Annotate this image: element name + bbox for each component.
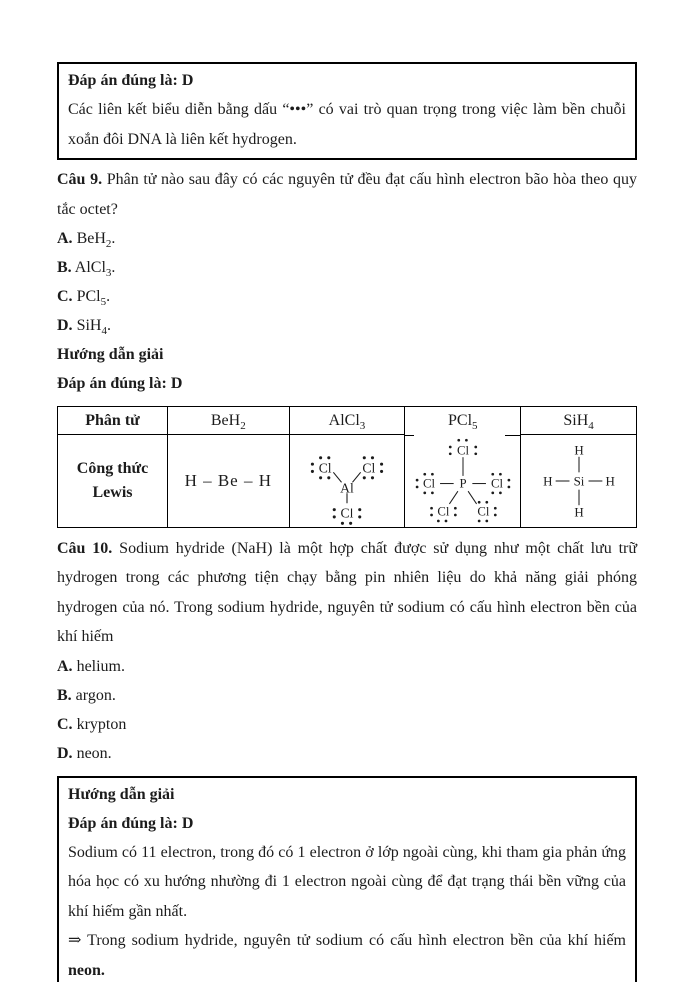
table-row-label: Công thức Lewis xyxy=(58,435,168,528)
atom-label-h: H xyxy=(542,473,553,489)
option-letter: D. xyxy=(57,317,73,334)
atom-label-h: H xyxy=(605,473,615,489)
question-9-option-b xyxy=(57,253,637,282)
answer-label-q9: Đáp án đúng là: D xyxy=(57,375,183,392)
guide-heading: Hướng dẫn giải xyxy=(68,785,175,803)
question-10-option-a xyxy=(57,652,637,681)
pcl5-lewis-cell xyxy=(405,435,521,528)
option-text: neon. xyxy=(76,744,112,762)
pcl5-lewis-structure xyxy=(412,435,514,527)
alcl3-lewis-structure xyxy=(294,435,400,526)
conclusion-emphasis: neon. xyxy=(68,961,105,979)
table-header-beh2: BeH$_2$ xyxy=(168,407,290,435)
question-10 xyxy=(57,534,637,652)
option-letter: C. xyxy=(57,715,73,733)
option-letter: C. xyxy=(57,288,73,305)
question-9-option-d xyxy=(57,311,637,340)
answer-explanation: Sodium có 11 electron, trong đó có 1 electron ở lớp ngoài cùng, khi tham gia phản ứng hóa học có xu hướng nhường đi 1 electron ngoài cùng để đạt trạng thái bền vững của khí hiếm gần nhất. xyxy=(68,843,626,920)
atom-label-cl: Cl xyxy=(340,506,354,522)
option-text: AlCl$_3$. xyxy=(74,259,116,280)
answer-label: Đáp án đúng là: D xyxy=(68,72,194,89)
table-header-molecule: Phân tử xyxy=(58,407,168,435)
table-header-sih4: SiH$_4$ xyxy=(521,407,637,435)
table-header-alcl3: AlCl$_3$ xyxy=(289,407,405,435)
option-text: helium. xyxy=(76,657,125,675)
question-10-option-d xyxy=(57,739,637,768)
question-9-text: Phân tử nào sau đây có các nguyên tử đều đạt cấu hình electron bão hòa theo quy tắc octet? xyxy=(57,171,638,218)
question-9-option-a xyxy=(57,224,637,253)
option-letter: B. xyxy=(57,686,72,704)
option-letter: D. xyxy=(57,744,73,762)
lewis-table xyxy=(57,406,637,528)
table-body-row xyxy=(58,435,637,528)
question-9-option-c xyxy=(57,282,637,311)
question-10-text: Sodium hydride (NaH) là một hợp chất được sử dụng như một chất lưu trữ hydrogen trong các phương tiện chạy bằng pin nhiên liệu do khả năng giải phóng hydrogen của nó. Trong sodium hydride, nguyên tử sodium có cấu hình electron bền của khí hiếm xyxy=(57,539,638,645)
question-10-label: Câu 10. xyxy=(57,539,113,557)
beh2-lewis-structure: H – Be – H xyxy=(168,435,290,528)
document-content xyxy=(57,62,637,982)
alcl3-lewis-cell xyxy=(289,435,405,528)
answer-box-question-10 xyxy=(57,776,637,982)
atom-label-cl: Cl xyxy=(490,476,503,491)
question-10-option-b xyxy=(57,681,637,710)
atom-label-h: H xyxy=(573,504,584,520)
atom-label-h: H xyxy=(573,442,584,458)
question-10-option-c xyxy=(57,710,637,739)
atom-label-cl: Cl xyxy=(422,476,435,491)
sih4-lewis-structure xyxy=(534,436,624,526)
sih4-lewis-cell xyxy=(521,435,637,528)
option-text: argon. xyxy=(75,686,116,704)
atom-label-p: P xyxy=(459,476,467,491)
option-text: krypton xyxy=(76,715,127,733)
option-letter: A. xyxy=(57,657,73,675)
option-text: SiH$_4$. xyxy=(76,317,111,338)
table-header-pcl5: PCl$_5$ xyxy=(405,407,521,435)
guide-heading: Hướng dẫn giải xyxy=(57,346,164,363)
atom-label-cl: Cl xyxy=(362,460,376,476)
answer-label: Đáp án đúng là: D xyxy=(68,814,194,832)
table-header-row xyxy=(58,407,637,435)
answer-box-previous xyxy=(57,62,637,160)
atom-label-cl: Cl xyxy=(456,442,469,457)
option-text: BeH$_2$. xyxy=(76,230,116,251)
answer-explanation: Các liên kết biểu diễn bằng dấu “•••” có vai trò quan trọng trong việc làm bền chuỗi xoắn đôi DNA là liên kết hydrogen. xyxy=(68,101,626,148)
atom-label-cl: Cl xyxy=(477,504,490,519)
option-letter: A. xyxy=(57,230,73,247)
atom-label-cl: Cl xyxy=(437,504,450,519)
option-text: PCl$_5$. xyxy=(76,288,111,309)
answer-conclusion: ⇒ Trong sodium hydride, nguyên tử sodium có cấu hình electron bền của khí hiếm neon. xyxy=(68,932,626,979)
atom-label-cl: Cl xyxy=(318,460,332,476)
atom-label-si: Si xyxy=(573,473,584,489)
option-letter: B. xyxy=(57,259,72,276)
question-9-label: Câu 9. xyxy=(57,171,103,188)
question-9 xyxy=(57,165,637,224)
atom-label-al: Al xyxy=(340,480,354,496)
